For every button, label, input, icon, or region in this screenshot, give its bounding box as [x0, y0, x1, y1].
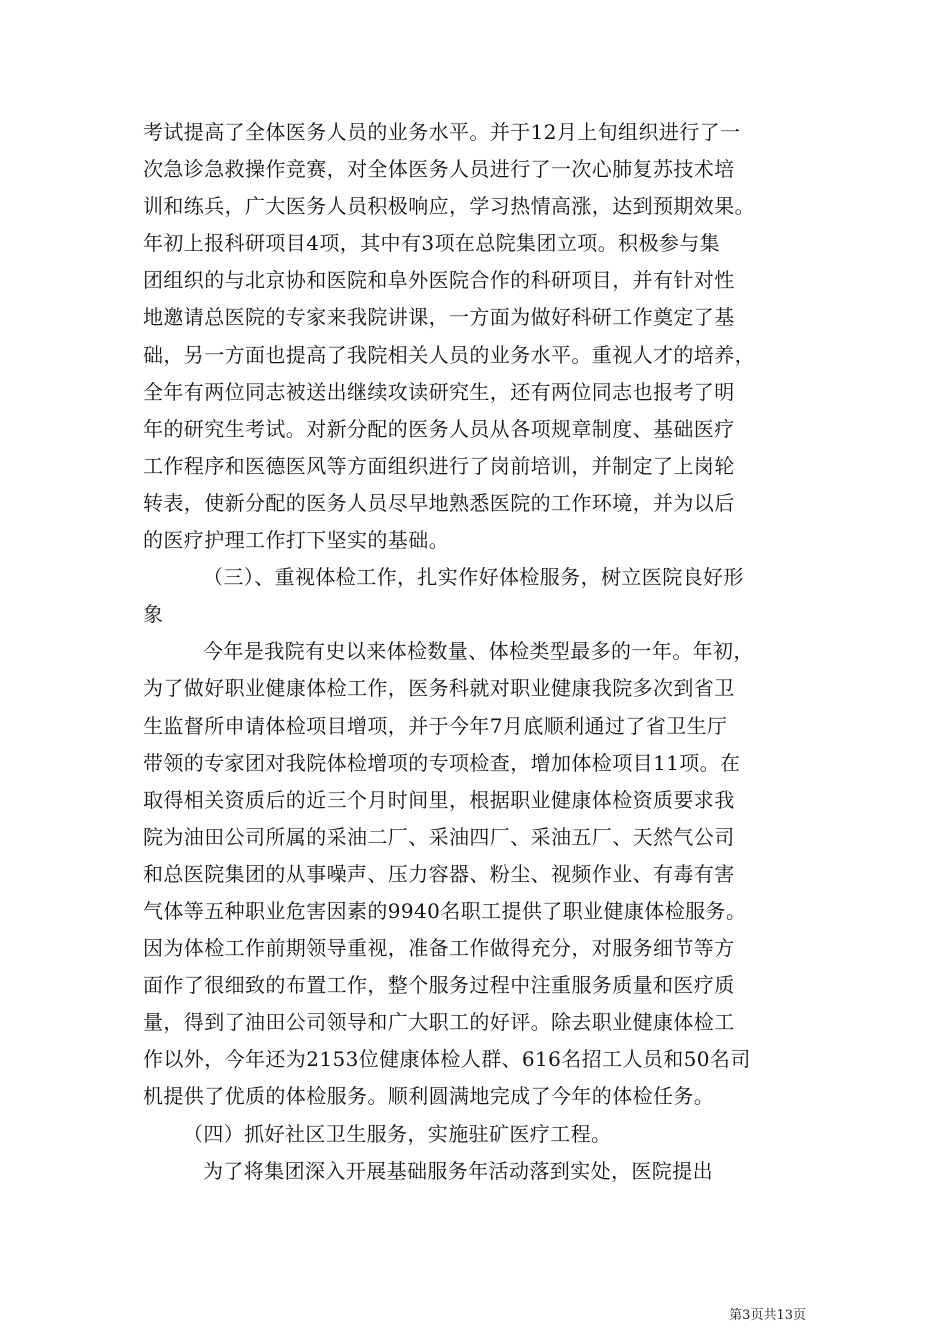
text-line: 量，得到了油田公司领导和广大职工的好评。除去职业健康体检工 [143, 1010, 735, 1035]
text-line: 团组织的与北京协和医院和阜外医院合作的科研项目，并有针对性 [143, 268, 735, 293]
text-line: 今年是我院有史以来体检数量、体检类型最多的一年。年初， [203, 639, 754, 664]
text-line: 象 [143, 602, 164, 627]
text-line: （三）、重视体检工作，扎实作好体检服务，树立医院良好形 [203, 565, 744, 590]
text-line: 作以外，今年还为2153位健康体检人群、616名招工人员和50名司 [143, 1047, 751, 1072]
page-footer: 第3页共13页 [729, 1308, 806, 1323]
text-line: 训和练兵，广大医务人员积极响应，学习热情高涨，达到预期效果。 [143, 194, 755, 219]
text-line: （四）抓好社区卫生服务，实施驻矿医疗工程。 [183, 1121, 612, 1146]
text-line: 因为体检工作前期领导重视，准备工作做得充分，对服务细节等方 [143, 936, 735, 961]
text-line: 转表，使新分配的医务人员尽早地熟悉医院的工作环境，并为以后 [143, 490, 735, 515]
text-line: 气体等五种职业危害因素的9940名职工提供了职业健康体检服务。 [143, 898, 747, 923]
text-line: 工作程序和医德医风等方面组织进行了岗前培训，并制定了上岗轮 [143, 453, 735, 478]
text-line: 院为油田公司所属的采油二厂、采油四厂、采油五厂、天然气公司 [143, 824, 735, 849]
text-line: 考试提高了全体医务人员的业务水平。并于12月上旬组织进行了一 [143, 120, 741, 144]
text-line: 础，另一方面也提高了我院相关人员的业务水平。重视人才的培养， [143, 342, 755, 367]
text-line: 次急诊急救操作竞赛，对全体医务人员进行了一次心肺复苏技术培 [143, 157, 735, 182]
text-line: 年的研究生考试。对新分配的医务人员从各项规章制度、基础医疗 [143, 416, 735, 441]
text-line: 为了做好职业健康体检工作，医务科就对职业健康我院多次到省卫 [143, 676, 735, 701]
text-line: 面作了很细致的布置工作，整个服务过程中注重服务质量和医疗质 [143, 973, 735, 998]
text-line: 的医疗护理工作打下坚实的基础。 [143, 528, 449, 553]
text-line: 和总医院集团的从事噪声、压力容器、粉尘、视频作业、有毒有害 [143, 861, 735, 886]
text-line: 地邀请总医院的专家来我院讲课，一方面为做好科研工作奠定了基 [143, 305, 735, 330]
text-line: 带领的专家团对我院体检增项的专项检查，增加体检项目11项。在 [143, 750, 741, 775]
text-line: 取得相关资质后的近三个月时间里，根据职业健康体检资质要求我 [143, 787, 735, 812]
text-line: 机提供了优质的体检服务。顺利圆满地完成了今年的体检任务。 [143, 1084, 715, 1109]
body-text [143, 114, 811, 1190]
text-line: 生监督所申请体检项目增项，并于今年7月底顺利通过了省卫生厅 [143, 713, 728, 738]
text-line: 年初上报科研项目4项，其中有3项在总院集团立项。积极参与集 [143, 231, 721, 256]
text-line: 为了将集团深入开展基础服务年活动落到实处，医院提出 [203, 1158, 713, 1183]
text-line: 全年有两位同志被送出继续攻读研究生，还有两位同志也报考了明 [143, 379, 735, 404]
